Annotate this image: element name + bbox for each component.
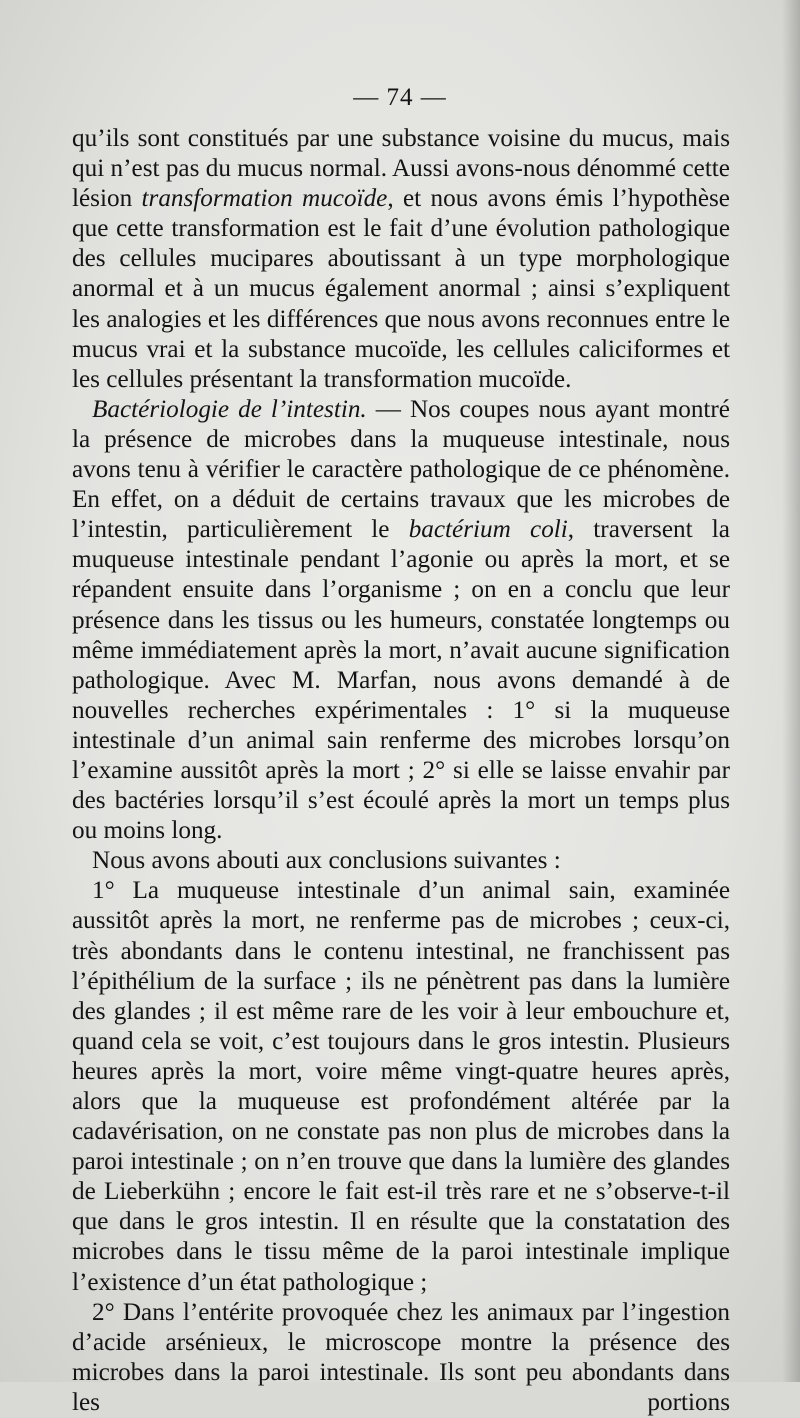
text-run: 1° La muqueuse intestinale d’un animal sain, examinée aussitôt après la mort, ne renferme pas de microbes ; ceux-ci, très abondants dans le contenu intestinal, ne franchissent pas l’épithélium de la surface ; ils ne pénètrent pas dans la lumière des glandes ; il est même rare de les voir à leur embouchure et, quand cela se voit, c’est toujours dans le gros intestin. Plusieurs heures après la mort, voire même vingt-quatre heures après, alors que la muqueuse est profondément altérée par la cadavérisation, on ne constate pas non plus de microbes dans la paroi intestinale ; on n’en trouve que dans la lumière des glandes de Lieberkühn ; encore le fait est-il très rare et ne s’observe-t-il que dans le gros intestin. Il en résulte que la constatation des microbes dans le tissu même de la paroi intestinale implique l’existence d’un état pathologique ; [72,877,730,1296]
text-run: Nous avons abouti aux conclusions suivantes : [92,847,561,875]
italic-text: transformation mucoïde [141,185,388,213]
paragraph [72,124,730,395]
page-edge-shadow [782,0,800,1382]
paragraph [72,395,730,846]
body-text [72,124,730,1418]
text-run: , traversent la muqueuse intestinale pendant l’agonie ou après la mort, et se répandent ensuite dans l’organisme ; on en a conclu que leur présence dans les tissus ou les humeurs, constatée longtemps ou même immédiatement après la mort, n’avait aucune signification pathologique. Avec M. Marfan, nous avons demandé à de nouvelles recherches expérimentales : 1° si la muqueuse intestinale d’un animal sain renferme des microbes lorsqu’on l’examine aussitôt après la mort ; 2° si elle se laisse envahir par des bactéries lorsqu’il s’est écoulé après la mort un temps plus ou moins long. [72,516,730,845]
text-run: 2° Dans l’entérite provoquée chez les animaux par l’ingestion d’acide arsénieux, le microscope montre la présence des microbes dans la paroi intestinale. Ils sont peu abondants dans les portions [72,1298,730,1416]
italic-text: bactérium coli [408,516,568,544]
paragraph [72,846,730,876]
italic-text: Bactériologie de l’intestin. [92,395,367,423]
text-run: qu’ils sont constitués par une substance voisine du mucus, mais qui n’est pas du mucus normal. Aussi avons-nous dénommé cette lésion [72,125,730,213]
paragraph [72,1298,730,1418]
paragraph [72,876,730,1297]
text-run: , et nous avons émis l’hypothèse que cette transformation est le fait d’une évolution pathologique des cellules mucipares aboutissant à un type morphologique anormal et à un mucus également anormal ; ainsi s’expliquent les analogies et les différences que nous avons reconnues entre le mucus vrai et la substance mucoïde, les cellules caliciformes et les cellules présentant la transformation mucoïde. [72,185,730,393]
page-number: — 74 — [353,84,447,111]
text-run: — Nos coupes nous ayant montré la présence de microbes dans la muqueuse intestinale, nous avons tenu à vérifier le caractère pathologique de ce phénomène. En effet, on a déduit de certains travaux que les microbes de l’intestin, particulièrement le [72,395,730,544]
